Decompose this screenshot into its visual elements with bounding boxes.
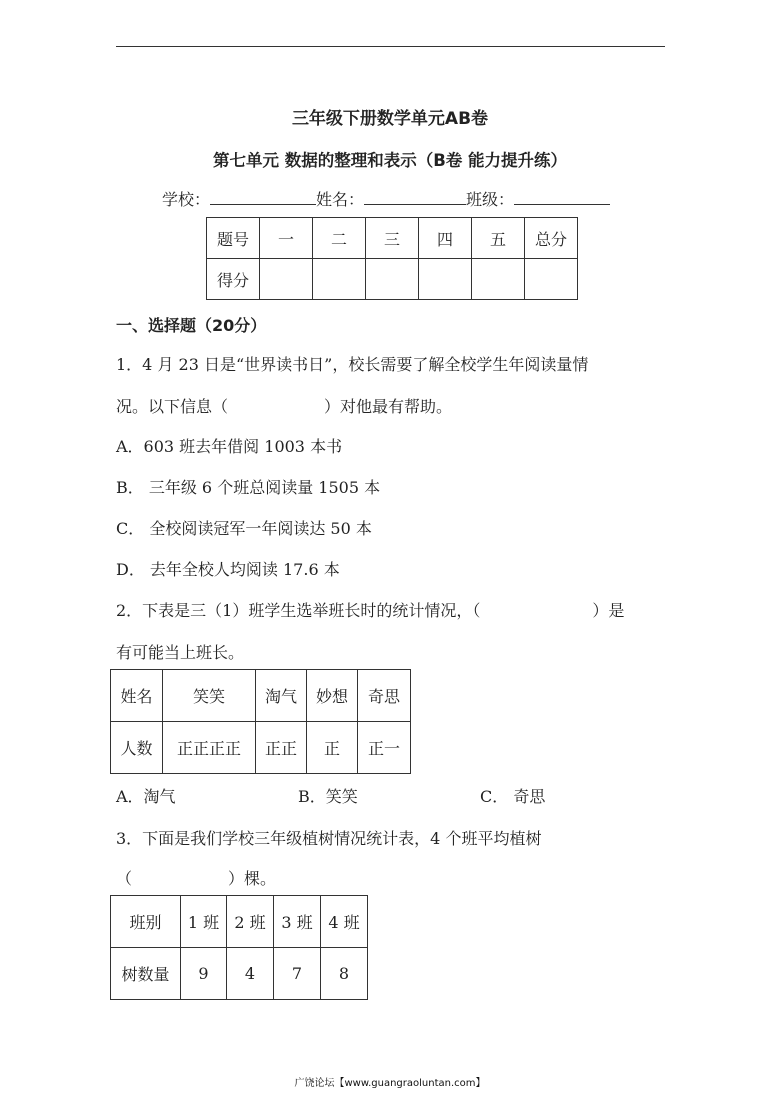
score-table-header-row — [207, 218, 578, 259]
tree-cell: 7 — [274, 948, 321, 1000]
score-table — [206, 217, 578, 300]
vote-cell: 人数 — [111, 722, 163, 774]
q2-option-b: B．笑笑 — [298, 787, 358, 806]
page-subtitle: 第七单元 数据的整理和表示（B卷 能力提升练） — [212, 151, 568, 170]
tree-cell: 3 班 — [274, 896, 321, 948]
score-cell: 四 — [419, 218, 472, 259]
page-title: 三年级下册数学单元AB卷 — [291, 109, 489, 129]
score-cell: 二 — [313, 218, 366, 259]
vote-cell: 正正 — [256, 722, 307, 774]
tree-cell: 4 班 — [321, 896, 368, 948]
tree-cell: 4 — [227, 948, 274, 1000]
tree-table-count-row — [111, 948, 368, 1000]
score-cell: 三 — [366, 218, 419, 259]
name-label: 姓名： — [316, 190, 365, 209]
tree-cell: 2 班 — [227, 896, 274, 948]
school-blank[interactable] — [210, 190, 316, 205]
class-label: 班级： — [466, 190, 515, 209]
tree-cell: 9 — [181, 948, 227, 1000]
tree-cell: 8 — [321, 948, 368, 1000]
tree-cell: 班别 — [111, 896, 181, 948]
tree-cell: 树数量 — [111, 948, 181, 1000]
student-info-line — [162, 187, 610, 210]
vote-cell: 淘气 — [256, 670, 307, 722]
q1-text-line2: 况。以下信息（ ）对他最有帮助。 — [116, 397, 453, 416]
q1-text-line1: 1．4 月 23 日是“世界读书日”，校长需要了解全校学生年阅读量情 — [116, 355, 589, 374]
q3-text-line2: （ ）棵。 — [116, 869, 277, 888]
vote-cell: 妙想 — [307, 670, 358, 722]
score-input-cell[interactable] — [366, 259, 419, 300]
q1-option-c: C． 全校阅读冠军一年阅读达 50 本 — [116, 519, 372, 538]
score-table-score-row — [207, 259, 578, 300]
vote-cell: 笑笑 — [163, 670, 256, 722]
section-heading: 一、选择题（20分） — [116, 316, 267, 335]
vote-table — [110, 669, 411, 774]
score-input-cell[interactable] — [419, 259, 472, 300]
vote-cell: 奇思 — [358, 670, 411, 722]
score-cell: 总分 — [525, 218, 578, 259]
q2-text-line1: 2．下表是三（1）班学生选举班长时的统计情况，（ ）是 — [116, 601, 625, 620]
score-cell: 五 — [472, 218, 525, 259]
vote-cell: 正一 — [358, 722, 411, 774]
vote-cell: 姓名 — [111, 670, 163, 722]
q2-text-line2: 有可能当上班长。 — [116, 643, 245, 662]
score-input-cell[interactable] — [260, 259, 313, 300]
q1-option-d: D． 去年全校人均阅读 17.6 本 — [116, 560, 340, 579]
header-rule — [116, 46, 665, 47]
school-label: 学校： — [162, 190, 211, 209]
q1-option-a: A．603 班去年借阅 1003 本书 — [116, 437, 343, 456]
score-cell: 一 — [260, 218, 313, 259]
score-input-cell[interactable] — [525, 259, 578, 300]
class-blank[interactable] — [514, 190, 610, 205]
tree-cell: 1 班 — [181, 896, 227, 948]
tree-table — [110, 895, 368, 1000]
score-cell: 得分 — [207, 259, 260, 300]
page-footer: 广饶论坛【www.guangraoluntan.com】 — [294, 1078, 486, 1089]
q1-option-b: B． 三年级 6 个班总阅读量 1505 本 — [116, 478, 381, 497]
vote-cell: 正正正正 — [163, 722, 256, 774]
score-input-cell[interactable] — [472, 259, 525, 300]
score-cell: 题号 — [207, 218, 260, 259]
vote-table-count-row — [111, 722, 411, 774]
vote-cell: 正 — [307, 722, 358, 774]
q2-option-c: C． 奇思 — [480, 787, 546, 806]
q2-option-a: A．淘气 — [116, 787, 176, 806]
q3-text-line1: 3．下面是我们学校三年级植树情况统计表，4 个班平均植树 — [116, 829, 542, 848]
score-input-cell[interactable] — [313, 259, 366, 300]
name-blank[interactable] — [364, 190, 466, 205]
tree-table-class-row — [111, 896, 368, 948]
vote-table-name-row — [111, 670, 411, 722]
